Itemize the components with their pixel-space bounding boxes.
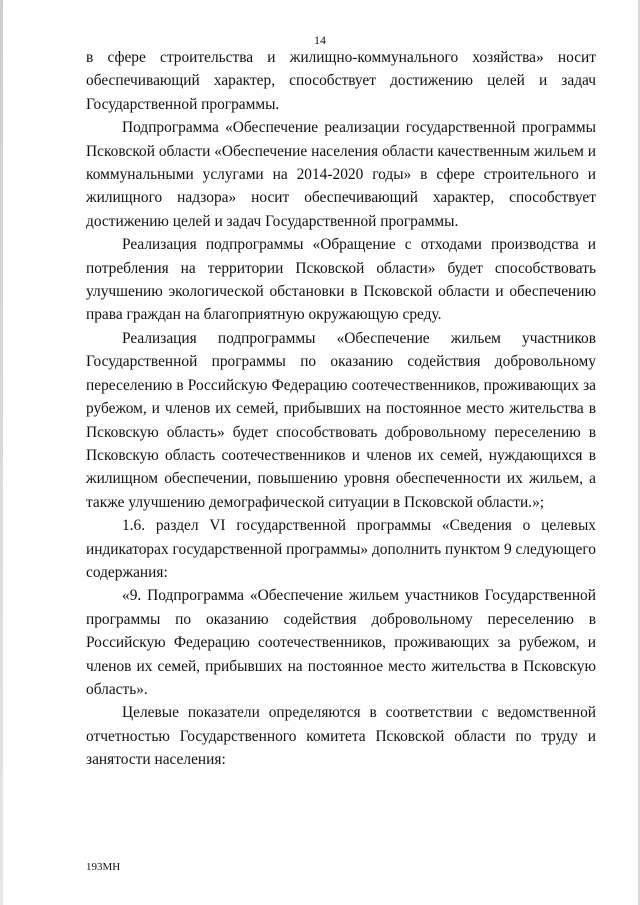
- document-body: [86, 46, 596, 772]
- paragraph-target-indicators: Целевые показатели определяются в соответствии с ведомственной отчетностью Государственного комитета Псковской области по труду и занятости населения:: [86, 704, 596, 769]
- document-code: 193МН: [86, 861, 121, 873]
- paragraph-housing-utilities-ending: в сфере строительства и жилищно-коммунального хозяйства» носит обеспечивающий характер, способствует достижению целей и задач Государственной программы.: [86, 49, 596, 113]
- paragraph-supervision-subprogram: Подпрограмма «Обеспечение реализации государственной программы Псковской области «Обеспечение населения области качественным жильем и коммунальными услугами на 2014-2020 годы» в сфере строительного и жилищного надзора» носит обеспечивающий характер, способствует достижению целей и задач Государственной программы.: [86, 119, 596, 230]
- paragraph-item-9: «9. Подпрограмма «Обеспечение жильем участников Государственной программы по оказанию содействия добровольному переселению в Российскую Федерацию соотечественников, проживающих за рубежом, и членов их семей, прибывших на постоянное место жительства в Псковскую область».: [86, 587, 596, 698]
- paragraph-resettlement-subprogram: Реализация подпрограммы «Обеспечение жильем участников Государственной программы по оказанию содействия добровольному переселению в Российскую Федерацию соотечественников, проживающих за рубежом, и членов их семей, прибывших на постоянное место жительства в Псковскую область» будет способствовать добровольному переселению в Псковскую область соотечественников и членов их семей, нуждающихся в жилищном обеспечении, повышению уровня обеспеченности их жильем, а также улучшению демографической ситуации в Псковской области.»;: [86, 329, 596, 511]
- page-number: 14: [314, 33, 326, 47]
- paragraph-waste-subprogram: Реализация подпрограммы «Обращение с отходами производства и потребления на территории Псковской области» будет способствовать улучшению экологической обстановки в Псковской области и обеспечению права граждан на благоприятную окружающую среду.: [86, 236, 596, 324]
- paragraph-amendment-section-vi: 1.6. раздел VI государственной программы «Сведения о целевых индикаторах государственной программы» дополнить пунктом 9 следующего содержания:: [86, 517, 596, 581]
- scan-left-edge: [0, 0, 3, 905]
